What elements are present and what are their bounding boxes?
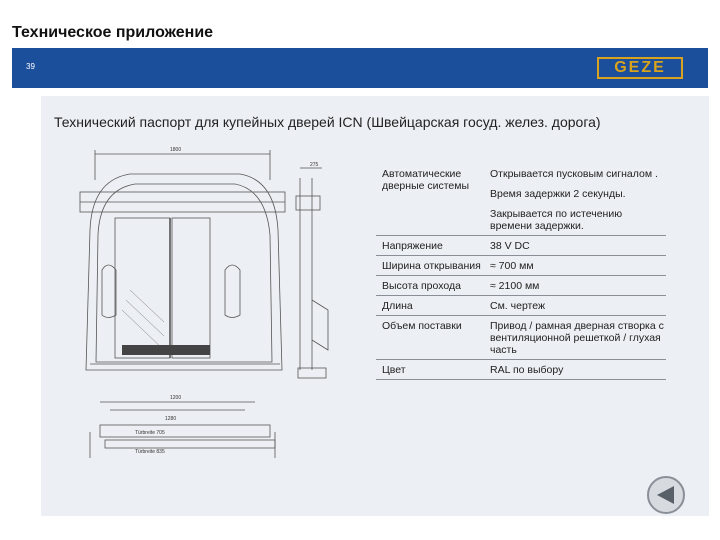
spec-value-line: См. чертеж bbox=[490, 300, 545, 312]
technical-drawing bbox=[60, 140, 360, 470]
spec-table bbox=[376, 164, 666, 380]
spec-row bbox=[376, 256, 666, 276]
page-number: 39 bbox=[26, 62, 35, 71]
spec-label: Цвет bbox=[382, 364, 406, 376]
back-button[interactable] bbox=[647, 476, 685, 514]
spec-value-line: Привод / рамная дверная створка с вентиляционной решеткой / глухая часть bbox=[490, 320, 664, 356]
spec-row bbox=[376, 236, 666, 256]
spec-row bbox=[376, 360, 666, 380]
spec-label: Напряжение bbox=[382, 240, 443, 252]
geze-logo bbox=[597, 57, 683, 79]
spec-value bbox=[486, 240, 666, 252]
dim-bottom-2: 1280 bbox=[165, 416, 177, 422]
spec-row bbox=[376, 164, 666, 236]
spec-label: Объем поставки bbox=[382, 320, 462, 332]
spec-value-line: 38 V DC bbox=[490, 240, 530, 252]
label-door-width-a: Türbreite 705 bbox=[135, 430, 165, 436]
label-door-width-b: Türbreite 835 bbox=[135, 449, 165, 455]
page-title: Техническое приложение bbox=[12, 24, 214, 41]
spec-label: Автоматические дверные системы bbox=[382, 168, 470, 192]
spec-row bbox=[376, 276, 666, 296]
subtitle: Технический паспорт для купейных дверей ICN (Швейцарская госуд. желез. дорога) bbox=[54, 114, 601, 130]
spec-value bbox=[486, 300, 666, 312]
spec-value bbox=[486, 364, 666, 376]
spec-value-line: Открывается пусковым сигналом . bbox=[490, 168, 658, 180]
spec-row bbox=[376, 296, 666, 316]
spec-label: Высота прохода bbox=[382, 280, 461, 292]
spec-value-line: RAL по выбору bbox=[490, 364, 564, 376]
spec-value-line: ≈ 700 мм bbox=[490, 260, 534, 272]
spec-label: Длина bbox=[382, 300, 413, 312]
back-arrow-icon bbox=[649, 478, 683, 512]
dim-top: 1800 bbox=[170, 147, 182, 153]
spec-value-line: ≈ 2100 мм bbox=[490, 280, 540, 292]
dim-side: 275 bbox=[310, 162, 319, 168]
spec-value-line: Закрывается по истечению времени задержки. bbox=[490, 208, 623, 232]
dim-bottom-1: 1200 bbox=[170, 395, 182, 401]
logo-text: GEZE bbox=[614, 59, 666, 76]
spec-value bbox=[486, 280, 666, 292]
spec-row bbox=[376, 316, 666, 360]
spec-value bbox=[486, 320, 666, 356]
spec-value-line: Время задержки 2 секунды. bbox=[490, 188, 626, 200]
spec-value bbox=[486, 260, 666, 272]
spec-value bbox=[486, 168, 666, 232]
spec-label: Ширина открывания bbox=[382, 260, 481, 272]
